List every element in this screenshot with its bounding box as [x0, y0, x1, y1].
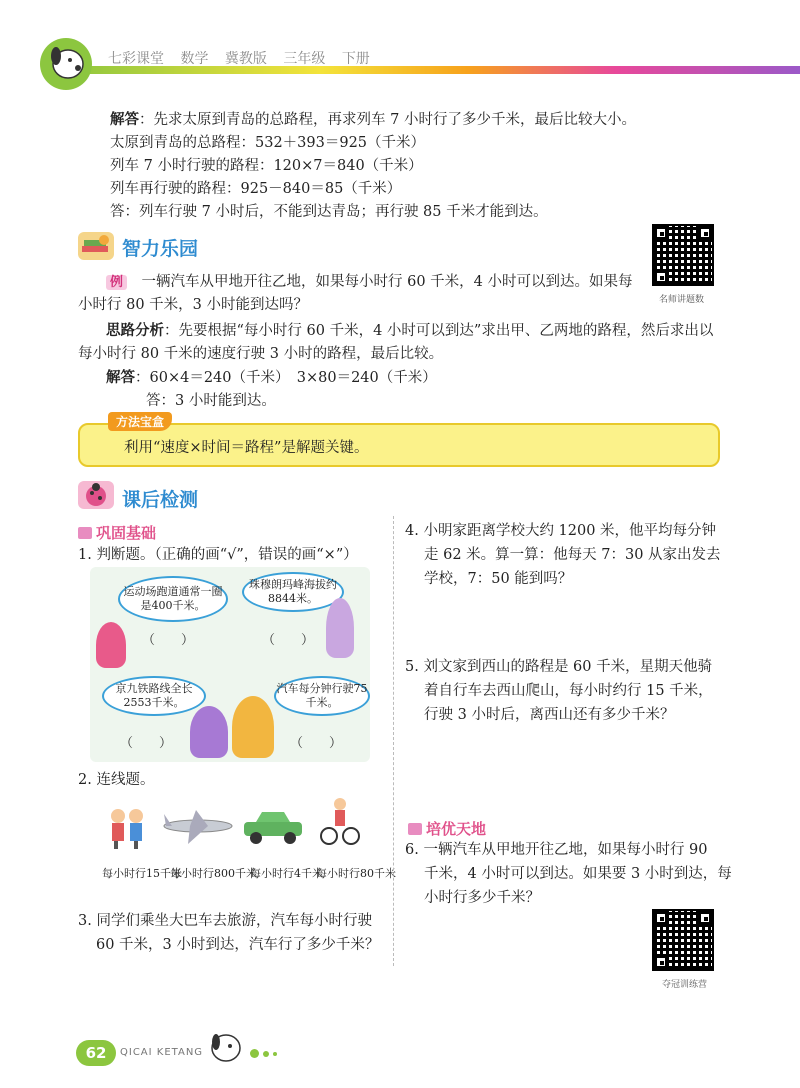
qr-code-training-icon[interactable] [652, 909, 714, 971]
question-4-line2: 走 62 米。算一算：他每天 7：30 从家出发去 [424, 547, 721, 563]
method-tag: 方法宝盒 [108, 412, 172, 431]
speed-label-1: 每小时行15千米 [102, 867, 182, 880]
answer-paren-2[interactable]: （ ） [262, 633, 315, 648]
question-6-line2: 千米，4 小时可以到达。如果要 3 小时到达，每 [424, 866, 732, 882]
kehou-section-title: 课后检测 [122, 489, 199, 511]
example-line2: 小时行 80 千米，3 小时能到达吗？ [78, 297, 309, 313]
speed-label-3: 每小时行4千米 [250, 867, 323, 880]
example-line1: 例 一辆汽车从甲地开往乙地，如果每小时行 60 千米，4 小时可以到达。如果每 [106, 273, 633, 292]
footer-dot-large [250, 1049, 259, 1058]
girl-figure-icon [96, 622, 126, 668]
header-volume: 下册 [341, 51, 370, 67]
solution1-line5: 答：列车行驶 7 小时后，不能到达青岛；再行驶 85 千米才能到达。 [110, 204, 548, 220]
footer-brand: QICAI KETANG [120, 1047, 204, 1058]
question-1: 1. 判断题。（正确的画“√”，错误的画“×”） [78, 547, 358, 563]
question-3-line1: 3. 同学们乘坐大巴车去旅游，汽车每小时行驶 [78, 913, 372, 929]
bubble-track: 运动场跑道通常一圈是400千米。 [118, 576, 228, 622]
question-4-line1: 4. 小明家距离学校大约 1200 米，他平均每分钟 [405, 523, 717, 539]
car-icon [240, 808, 306, 846]
question-4-line3: 学校，7：50 能到吗？ [424, 571, 573, 587]
advanced-subtitle: 培优天地 [426, 820, 487, 838]
analysis-line1: 思路分析：先要根据“每小时行 60 千米，4 小时可以到达”求出甲、乙两地的路程，然后求出以 [106, 322, 714, 339]
bubble-car-speed: 汽车每分钟行驶75千米。 [274, 676, 370, 716]
header-subject: 数学 [180, 51, 209, 67]
header-brand: 七彩课堂 [108, 51, 164, 67]
airplane-icon [160, 806, 236, 846]
example-tag: 例 [106, 275, 127, 290]
solution1-line3: 列车 7 小时行驶的路程：120×7＝840（千米） [110, 158, 423, 174]
question-5-line2: 着自行车去西山爬山，每小时约行 15 千米， [424, 683, 713, 699]
question-6-line3: 小时行多少千米？ [424, 890, 540, 906]
books-icon [78, 232, 114, 260]
footer-dot-small [273, 1052, 277, 1056]
qr-code-icon[interactable] [652, 224, 714, 286]
ladybug-icon [78, 481, 114, 509]
footer-mascot-icon [206, 1030, 246, 1066]
solution1-line2: 太原到青岛的总路程：532＋393＝925（千米） [110, 135, 426, 151]
bubble-railway: 京九铁路线全长2553千米。 [102, 676, 206, 716]
basic-subtitle: 巩固基础 [96, 524, 157, 542]
column-divider [393, 516, 394, 966]
question-5-line3: 行驶 3 小时后，离西山还有多少千米？ [424, 707, 675, 723]
cyclist-icon [320, 796, 360, 846]
bubble-everest: 珠穆朗玛峰海拔约8844米。 [242, 572, 344, 612]
boy-thumbs-up-figure-icon [232, 696, 274, 758]
boy-cap-figure-icon [190, 706, 228, 758]
solution1-line1: 解答：先求太原到青岛的总路程，再求列车 7 小时行了多少千米，最后比较大小。 [110, 111, 636, 128]
analysis-line2: 每小时行 80 千米的速度行驶 3 小时的路程，最后比较。 [78, 346, 444, 362]
advanced-tag-icon [408, 823, 422, 835]
question-2: 2. 连线题。 [78, 772, 155, 788]
speed-label-4: 每小时行80千米 [316, 867, 396, 880]
question-6-line1: 6. 一辆汽车从甲地开往乙地，如果每小时行 90 [405, 842, 708, 858]
qr-caption-teacher: 名师讲题数 [659, 295, 705, 305]
footer-dot-medium [263, 1051, 269, 1057]
page-number: 62 [76, 1040, 116, 1066]
speed-label-2: 每小时行800千米 [170, 867, 257, 880]
answer-paren-3[interactable]: （ ） [120, 736, 173, 751]
walking-kids-icon [106, 806, 148, 850]
basic-tag-icon [78, 527, 92, 539]
header-grade: 三年级 [283, 51, 326, 67]
question-3-line2: 60 千米，3 小时到达，汽车行了多少千米？ [96, 937, 380, 953]
qr-caption-training: 夺冠训练营 [662, 980, 708, 990]
answer-line2: 答：3 小时能到达。 [146, 393, 276, 409]
mascot-dog-icon [40, 38, 92, 90]
answer-line1: 解答：60×4＝240（千米） 3×80＝240（千米） [106, 369, 437, 386]
answer-paren-1[interactable]: （ ） [142, 633, 195, 648]
solution1-line4: 列车再行驶的路程：925－840＝85（千米） [110, 181, 402, 197]
method-text: 利用“速度×时间＝路程”是解题关键。 [124, 440, 369, 456]
zhili-section-title: 智力乐园 [122, 238, 199, 260]
answer-paren-4[interactable]: （ ） [290, 736, 343, 751]
header-title [108, 48, 382, 68]
question-5-line1: 5. 刘文家到西山的路程是 60 千米，星期天他骑 [405, 659, 713, 675]
girl-purple-figure-icon [326, 598, 354, 658]
header-edition: 冀教版 [224, 51, 267, 67]
